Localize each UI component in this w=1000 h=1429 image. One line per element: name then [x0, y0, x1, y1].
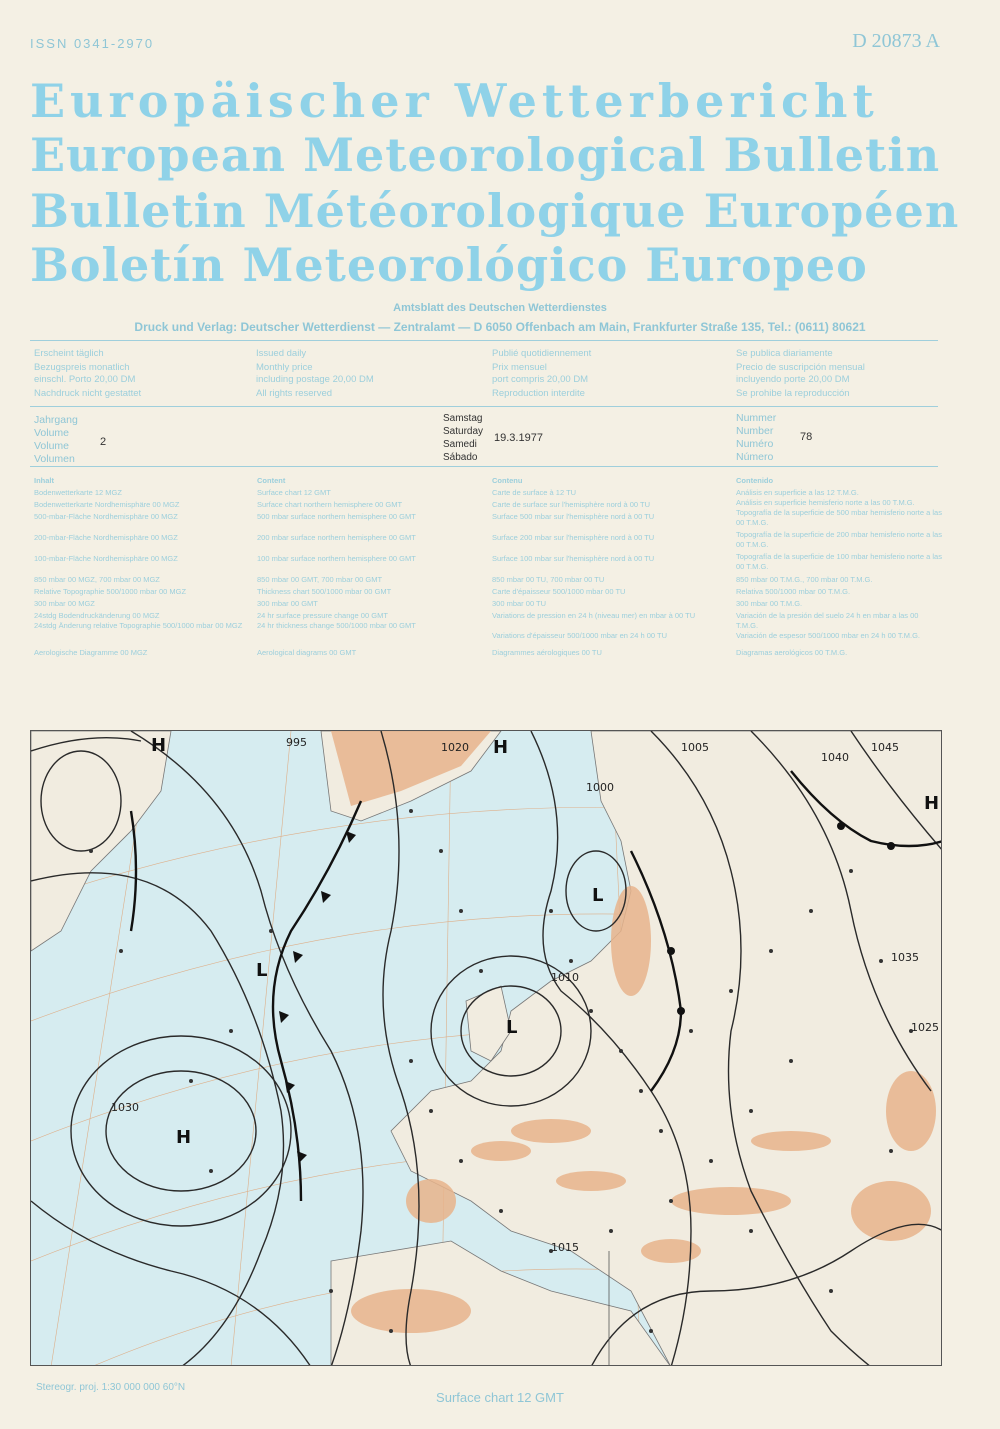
contents-item: 200-mbar-Fläche Nordhemisphäre 00 MGZ — [34, 533, 178, 542]
contents-item: 24stdg Bodendruckänderung 00 MGZ — [34, 611, 160, 620]
contents-fr — [492, 476, 727, 666]
projection-info: Stereogr. proj. 1:30 000 000 60°N — [36, 1382, 186, 1393]
contents-item: 24stdg Änderung relative Topographie 500/1000 mbar 00 MGZ — [34, 621, 243, 630]
contents-de — [34, 476, 249, 666]
isobar-label: 1045 — [871, 741, 899, 754]
number-label: Número — [736, 451, 774, 463]
pub-line: port compris 20,00 DM — [492, 374, 589, 385]
surface-weather-map — [30, 730, 942, 1366]
isobar-label: 1020 — [441, 741, 469, 754]
contents-item: Análisis en superficie a las 12 T.M.G. — [736, 488, 859, 497]
official-gazette-line: Amtsblatt des Deutschen Wetterdienstes — [393, 302, 607, 314]
publication-info-de — [34, 348, 244, 402]
contents-item: Surface chart northern hemisphere 00 GMT — [257, 500, 403, 509]
pub-line: Se publica diariamente — [736, 348, 833, 359]
contents-item: Variations de pression en 24 h (niveau mer) en mbar à 00 TU — [492, 611, 696, 620]
contents-item: 500 mbar surface northern hemisphere 00 GMT — [257, 512, 416, 521]
pub-line: Nachdruck nicht gestattet — [34, 388, 142, 399]
low-pressure-label: L — [256, 960, 268, 981]
volume-label: Volume — [34, 427, 70, 439]
contents-item: Carte de surface sur l'hemisphère nord à 00 TU — [492, 500, 651, 509]
contents-item: 100 mbar surface northern hemisphere 00 GMT — [257, 554, 416, 563]
contents-item: Relativa 500/1000 mbar 00 T.M.G. — [736, 587, 851, 596]
number-label: Number — [736, 425, 774, 437]
volume-label: Volume — [34, 440, 70, 452]
contents-item: Topografía de la superficie de 500 mbar hemisferio norte a las 00 T.M.G. — [736, 508, 942, 527]
contents-item: Variations d'épaisseur 500/1000 mbar en 24 h 00 TU — [492, 631, 668, 640]
pub-line: Issued daily — [256, 348, 307, 359]
pub-line: Erscheint täglich — [34, 348, 104, 359]
day-label: Samstag — [443, 413, 483, 424]
contents-item: Análisis en superficie hemisferio norte a las 00 T.M.G. — [736, 498, 915, 507]
contents-item: Surface 200 mbar sur l'hemisphère nord à 00 TU — [492, 533, 655, 542]
pub-line: Monthly price — [256, 362, 313, 373]
pub-line: Publié quotidiennement — [492, 348, 592, 359]
contents-item: 24 hr surface pressure change 00 GMT — [257, 611, 388, 620]
contents-item: Carte d'épaisseur 500/1000 mbar 00 TU — [492, 587, 626, 596]
isobar-label: 1005 — [681, 741, 709, 754]
contents-item: Variación de la presión del suelo 24 h en mbar a las 00 T.M.G. — [736, 611, 919, 630]
isobar-label: 1025 — [911, 1021, 939, 1034]
contents-item: 24 hr thickness change 500/1000 mbar 00 GMT — [257, 621, 416, 630]
volume-label: Volumen — [34, 453, 75, 465]
pub-line: incluyendo porte 20,00 DM — [736, 374, 850, 385]
contents-item: 850 mbar 00 TU, 700 mbar 00 TU — [492, 575, 605, 584]
contents-item: Topografía de la superficie de 200 mbar hemisferio norte a las 00 T.M.G. — [736, 530, 942, 549]
contents-item: Surface chart 12 GMT — [257, 488, 331, 497]
isobar-label: 1040 — [821, 751, 849, 764]
title-german: Europäischer Wetterbericht — [30, 74, 879, 128]
contents-item: 300 mbar 00 T.M.G. — [736, 599, 803, 608]
contents-item: Thickness chart 500/1000 mbar 00 GMT — [257, 587, 392, 596]
issn-number: ISSN 0341-2970 — [30, 36, 155, 51]
pub-line: Se prohibe la reproducción — [736, 388, 850, 399]
publication-info-en — [256, 348, 476, 402]
pub-line: All rights reserved — [256, 388, 333, 399]
weather-map-svg — [31, 731, 942, 1366]
divider — [30, 340, 938, 341]
day-label: Sábado — [443, 452, 478, 463]
contents-item: Relative Topographie 500/1000 mbar 00 MGZ — [34, 587, 187, 596]
isobar-label: 1015 — [551, 1241, 579, 1254]
contents-item: 850 mbar 00 MGZ, 700 mbar 00 MGZ — [34, 575, 160, 584]
contents-item: 300 mbar 00 TU — [492, 599, 547, 608]
contents-item: Surface 100 mbar sur l'hemisphère nord à 00 TU — [492, 554, 655, 563]
high-pressure-label: H — [924, 793, 940, 814]
contents-heading: Contenu — [492, 476, 523, 485]
contents-item: 200 mbar surface northern hemisphere 00 GMT — [257, 533, 416, 542]
pub-line: Precio de suscripción mensual — [736, 362, 865, 373]
contents-en — [257, 476, 482, 666]
contents-item: 300 mbar 00 MGZ — [34, 599, 95, 608]
isobar-label: 1035 — [891, 951, 919, 964]
title-french: Bulletin Météorologique Européen — [30, 184, 960, 238]
divider — [30, 466, 938, 467]
high-pressure-label: H — [176, 1127, 192, 1148]
contents-heading: Content — [257, 476, 286, 485]
contents-es — [736, 476, 942, 666]
contents-item: Bodenwetterkarte 12 MGZ — [34, 488, 122, 497]
number-label: Nummer — [736, 412, 777, 424]
contents-item: Surface 500 mbar sur l'hemisphère nord à 00 TU — [492, 512, 655, 521]
contents-item: 300 mbar 00 GMT — [257, 599, 318, 608]
contents-item: 850 mbar 00 GMT, 700 mbar 00 GMT — [257, 575, 383, 584]
pub-line: einschl. Porto 20,00 DM — [34, 374, 136, 385]
contents-item: 850 mbar 00 T.M.G., 700 mbar 00 T.M.G. — [736, 575, 873, 584]
publisher-line: Druck und Verlag: Deutscher Wetterdienst — Zentralamt — D 6050 Offenbach am Main, Frankfurter Straße 135, Tel.: (0611) 80621 — [134, 320, 866, 334]
contents-item: Carte de surface à 12 TU — [492, 488, 577, 497]
pub-line: Reproduction interdite — [492, 388, 585, 399]
day-label: Saturday — [443, 426, 484, 437]
volume-label: Jahrgang — [34, 414, 78, 426]
contents-item: Variación de espesor 500/1000 mbar en 24 h 00 T.M.G. — [736, 631, 921, 640]
issue-date: 19.3.1977 — [494, 432, 543, 444]
publication-info-es — [736, 348, 946, 402]
contents-heading: Inhalt — [34, 476, 54, 485]
contents-item: Bodenwetterkarte Nordhemisphäre 00 MGZ — [34, 500, 180, 509]
contents-item: Diagrammes aérologiques 00 TU — [492, 648, 602, 657]
isobar-label: 1010 — [551, 971, 579, 984]
contents-item: 100-mbar-Fläche Nordhemisphäre 00 MGZ — [34, 554, 178, 563]
contents-item: Topografía de la superficie de 100 mbar hemisferio norte a las 00 T.M.G. — [736, 552, 942, 571]
issue-number: 78 — [800, 431, 813, 443]
isobar-label: 1000 — [586, 781, 614, 794]
contents-item: Aerological diagrams 00 GMT — [257, 648, 357, 657]
title-english: European Meteorological Bulletin — [30, 128, 941, 182]
pub-line: including postage 20,00 DM — [256, 374, 374, 385]
contents-item: 500-mbar-Fläche Nordhemisphäre 00 MGZ — [34, 512, 178, 521]
document-number: D 20873 A — [852, 30, 940, 52]
pub-line: Prix mensuel — [492, 362, 547, 373]
day-label: Samedi — [443, 439, 477, 450]
isobar-label: 1030 — [111, 1101, 139, 1114]
high-pressure-label: H — [151, 735, 167, 756]
high-pressure-label: H — [493, 737, 509, 758]
contents-item: Aerologische Diagramme 00 MGZ — [34, 648, 148, 657]
low-pressure-label: L — [506, 1017, 518, 1038]
isobar-label: 995 — [286, 736, 307, 749]
volume-value: 2 — [100, 436, 107, 448]
low-pressure-label: L — [592, 885, 604, 906]
contents-heading: Contenido — [736, 476, 774, 485]
divider — [30, 406, 938, 407]
title-spanish: Boletín Meteorológico Europeo — [30, 238, 868, 292]
contents-item: Diagramas aerológicos 00 T.M.G. — [736, 648, 848, 657]
pub-line: Bezugspreis monatlich — [34, 362, 130, 373]
number-label: Numéro — [736, 438, 774, 450]
publication-info-fr — [492, 348, 722, 402]
map-title: Surface chart 12 GMT — [436, 1390, 564, 1405]
